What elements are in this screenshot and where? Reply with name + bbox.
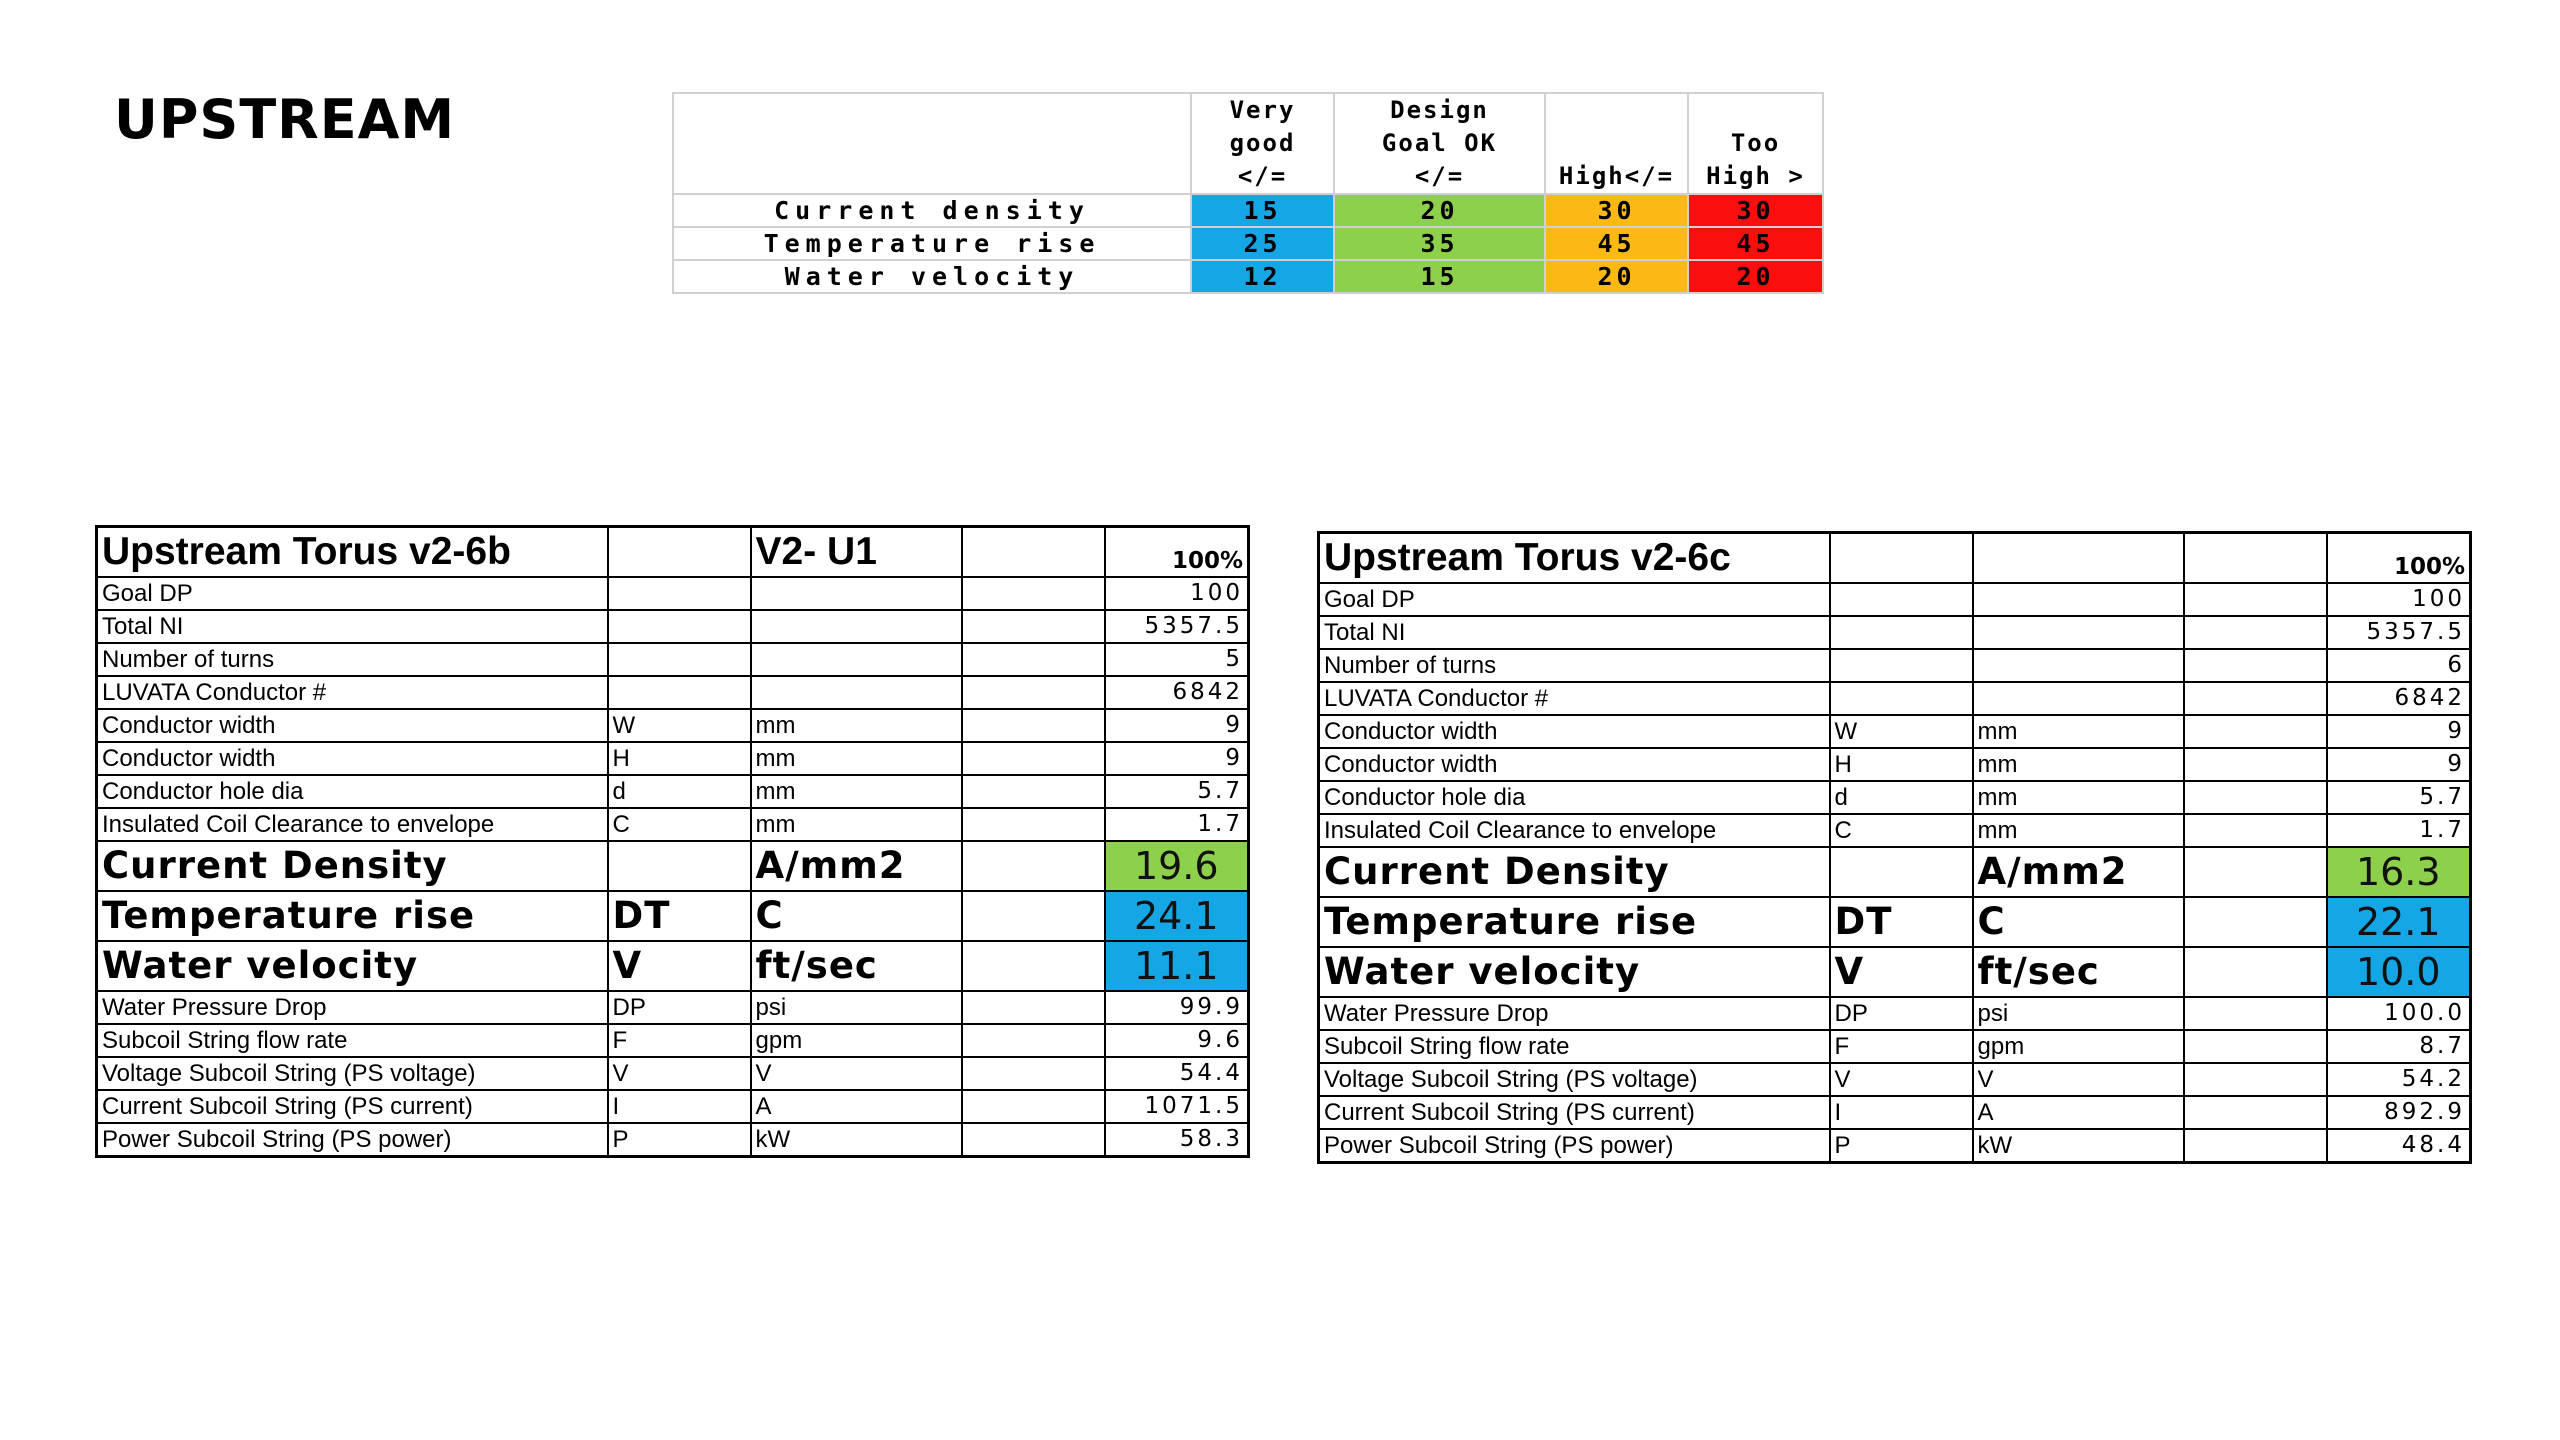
row-symbol: I [1830,1096,1973,1129]
empty-cell [962,891,1105,941]
table-title-row [1319,533,2471,584]
row-symbol: C [608,808,751,841]
legend-header-too-high: Too High > [1688,93,1823,194]
row-value: 5357.5 [2327,616,2471,649]
table-row [1319,715,2471,748]
legend-row-water-velocity [673,260,1823,293]
row-symbol: V [1830,1063,1973,1096]
legend-header-very-good: Very good </= [1191,93,1334,194]
row-unit: psi [1973,997,2184,1030]
row-label: Conductor hole dia [97,775,608,808]
row-value: 5357.5 [1105,610,1249,643]
table-row [1319,781,2471,814]
row-value: 6842 [2327,682,2471,715]
row-label: Goal DP [1319,583,1830,616]
table-title: Upstream Torus v2-6b [97,527,608,578]
empty-cell [962,1090,1105,1123]
empty-cell [2184,1063,2327,1096]
row-unit: kW [751,1123,962,1157]
row-symbol: I [608,1090,751,1123]
row-symbol [608,643,751,676]
empty-cell [2184,897,2327,947]
empty-cell [962,643,1105,676]
row-value: 9 [2327,715,2471,748]
legend-cell-very-good: 12 [1191,260,1334,293]
empty-cell [962,577,1105,610]
row-symbol: H [1830,748,1973,781]
row-value: 1.7 [2327,814,2471,847]
row-value: 892.9 [2327,1096,2471,1129]
row-label: Power Subcoil String (PS power) [97,1123,608,1157]
empty-cell [962,1024,1105,1057]
empty-cell [962,610,1105,643]
table-row [1319,847,2471,897]
row-label: Conductor width [97,709,608,742]
row-symbol [1830,616,1973,649]
row-unit: gpm [751,1024,962,1057]
row-unit: ft/sec [1973,947,2184,997]
legend-cell-too-high: 45 [1688,227,1823,260]
row-unit: psi [751,991,962,1024]
legend-header-high: High</= [1545,93,1688,194]
table-row [97,1090,1249,1123]
empty-cell [962,527,1105,578]
row-symbol: P [608,1123,751,1157]
table-row [97,891,1249,941]
row-unit [751,643,962,676]
row-label: Current Density [97,841,608,891]
row-unit: mm [1973,781,2184,814]
legend-header-blank [673,93,1191,194]
legend-cell-design-ok: 15 [1334,260,1545,293]
row-value: 9 [1105,709,1249,742]
row-unit: mm [751,709,962,742]
row-value: 100 [1105,577,1249,610]
row-value: 6842 [1105,676,1249,709]
table-percent: 100% [2327,533,2471,584]
row-unit: ft/sec [751,941,962,991]
row-symbol: V [1830,947,1973,997]
row-value: 24.1 [1105,891,1249,941]
row-unit [751,577,962,610]
empty-cell [962,742,1105,775]
table-subtitle: V2- U1 [751,527,962,578]
table-row [97,577,1249,610]
empty-cell [2184,1096,2327,1129]
row-label: Subcoil String flow rate [97,1024,608,1057]
row-value: 8.7 [2327,1030,2471,1063]
table-row [97,841,1249,891]
table-row [97,742,1249,775]
row-symbol: d [1830,781,1973,814]
table-title-row [97,527,1249,578]
row-unit: mm [1973,715,2184,748]
empty-cell [608,527,751,578]
row-symbol: F [608,1024,751,1057]
row-value: 9 [1105,742,1249,775]
legend-header-design-ok: Design Goal OK </= [1334,93,1545,194]
row-symbol: C [1830,814,1973,847]
empty-cell [2184,1129,2327,1163]
row-value: 48.4 [2327,1129,2471,1163]
empty-cell [962,941,1105,991]
table-row [97,676,1249,709]
legend-cell-high: 45 [1545,227,1688,260]
design-table-v2-6b [95,525,1250,1158]
empty-cell [2184,814,2327,847]
table-row [1319,814,2471,847]
legend-cell-very-good: 15 [1191,194,1334,227]
row-label: Water velocity [1319,947,1830,997]
table-subtitle [1973,533,2184,584]
row-symbol: DT [1830,897,1973,947]
row-label: Goal DP [97,577,608,610]
table-title: Upstream Torus v2-6c [1319,533,1830,584]
row-unit: mm [751,742,962,775]
row-label: Current Density [1319,847,1830,897]
row-symbol: V [608,1057,751,1090]
legend-header-row [673,93,1823,194]
empty-cell [2184,715,2327,748]
threshold-legend-table [672,92,1824,294]
row-unit [1973,616,2184,649]
table-row [1319,1096,2471,1129]
table-percent: 100% [1105,527,1249,578]
empty-cell [2184,847,2327,897]
row-symbol [1830,682,1973,715]
row-label: Voltage Subcoil String (PS voltage) [1319,1063,1830,1096]
row-value: 58.3 [1105,1123,1249,1157]
row-value: 1.7 [1105,808,1249,841]
row-symbol [1830,847,1973,897]
table-row [97,808,1249,841]
legend-cell-too-high: 30 [1688,194,1823,227]
table-row [97,1057,1249,1090]
row-symbol: P [1830,1129,1973,1163]
row-value: 16.3 [2327,847,2471,897]
legend-cell-design-ok: 20 [1334,194,1545,227]
row-label: Water Pressure Drop [1319,997,1830,1030]
row-value: 5 [1105,643,1249,676]
legend-row-label: Water velocity [673,260,1191,293]
row-symbol: DP [1830,997,1973,1030]
row-unit: mm [1973,814,2184,847]
row-symbol [608,841,751,891]
row-value: 10.0 [2327,947,2471,997]
row-unit: A [1973,1096,2184,1129]
row-value: 54.4 [1105,1057,1249,1090]
table-row [1319,1063,2471,1096]
row-symbol: W [608,709,751,742]
row-label: Conductor width [97,742,608,775]
table-row [1319,897,2471,947]
table-row [1319,947,2471,997]
page-title: UPSTREAM [114,88,456,151]
row-value: 5.7 [1105,775,1249,808]
table-row [97,643,1249,676]
legend-cell-very-good: 25 [1191,227,1334,260]
table-row [97,1024,1249,1057]
table-row [1319,583,2471,616]
row-value: 99.9 [1105,991,1249,1024]
empty-cell [2184,533,2327,584]
row-symbol: V [608,941,751,991]
empty-cell [962,709,1105,742]
row-symbol: DT [608,891,751,941]
legend-cell-high: 30 [1545,194,1688,227]
row-unit [1973,682,2184,715]
table-row [1319,616,2471,649]
empty-cell [2184,616,2327,649]
row-unit: A/mm2 [751,841,962,891]
row-unit: C [751,891,962,941]
row-unit: V [1973,1063,2184,1096]
table-row [97,775,1249,808]
row-label: Subcoil String flow rate [1319,1030,1830,1063]
row-unit [1973,649,2184,682]
row-value: 5.7 [2327,781,2471,814]
legend-row-current-density [673,194,1823,227]
legend-cell-too-high: 20 [1688,260,1823,293]
empty-cell [2184,682,2327,715]
row-symbol [1830,649,1973,682]
table-row [97,941,1249,991]
row-symbol [608,577,751,610]
row-value: 6 [2327,649,2471,682]
row-unit: kW [1973,1129,2184,1163]
table-row [97,1123,1249,1157]
row-symbol [608,610,751,643]
row-label: Current Subcoil String (PS current) [97,1090,608,1123]
design-table-v2-6c [1317,531,2472,1164]
empty-cell [2184,781,2327,814]
empty-cell [2184,748,2327,781]
empty-cell [962,1057,1105,1090]
row-value: 9.6 [1105,1024,1249,1057]
row-unit: V [751,1057,962,1090]
row-unit: C [1973,897,2184,947]
row-label: Conductor width [1319,748,1830,781]
row-value: 22.1 [2327,897,2471,947]
row-value: 100.0 [2327,997,2471,1030]
row-value: 100 [2327,583,2471,616]
row-value: 9 [2327,748,2471,781]
row-label: Power Subcoil String (PS power) [1319,1129,1830,1163]
row-value: 11.1 [1105,941,1249,991]
table-row [1319,1129,2471,1163]
legend-row-label: Temperature rise [673,227,1191,260]
row-unit: A [751,1090,962,1123]
row-unit [1973,583,2184,616]
table-row [1319,649,2471,682]
legend-cell-design-ok: 35 [1334,227,1545,260]
row-label: Temperature rise [1319,897,1830,947]
row-symbol [1830,583,1973,616]
empty-cell [962,676,1105,709]
row-symbol: d [608,775,751,808]
empty-cell [962,991,1105,1024]
row-label: Number of turns [97,643,608,676]
empty-cell [2184,1030,2327,1063]
empty-cell [962,808,1105,841]
row-unit: mm [751,775,962,808]
table-row [97,991,1249,1024]
row-label: Insulated Coil Clearance to envelope [97,808,608,841]
row-symbol: H [608,742,751,775]
table-row [1319,748,2471,781]
table-row [97,709,1249,742]
row-symbol: W [1830,715,1973,748]
row-unit: A/mm2 [1973,847,2184,897]
row-value: 1071.5 [1105,1090,1249,1123]
row-label: Insulated Coil Clearance to envelope [1319,814,1830,847]
row-label: Current Subcoil String (PS current) [1319,1096,1830,1129]
table-row [1319,997,2471,1030]
row-label: Conductor hole dia [1319,781,1830,814]
empty-cell [2184,649,2327,682]
row-label: Temperature rise [97,891,608,941]
empty-cell [962,841,1105,891]
row-unit: mm [751,808,962,841]
row-value: 19.6 [1105,841,1249,891]
row-symbol [608,676,751,709]
row-label: LUVATA Conductor # [97,676,608,709]
legend-row-temperature-rise [673,227,1823,260]
row-label: Conductor width [1319,715,1830,748]
empty-cell [2184,583,2327,616]
empty-cell [1830,533,1973,584]
legend-row-label: Current density [673,194,1191,227]
empty-cell [2184,997,2327,1030]
table-row [97,610,1249,643]
row-value: 54.2 [2327,1063,2471,1096]
table-row [1319,682,2471,715]
row-unit [751,610,962,643]
row-label: Total NI [97,610,608,643]
table-row [1319,1030,2471,1063]
row-label: Number of turns [1319,649,1830,682]
row-label: Water velocity [97,941,608,991]
row-label: Total NI [1319,616,1830,649]
row-unit [751,676,962,709]
empty-cell [962,1123,1105,1157]
legend-cell-high: 20 [1545,260,1688,293]
row-label: Voltage Subcoil String (PS voltage) [97,1057,608,1090]
empty-cell [962,775,1105,808]
empty-cell [2184,947,2327,997]
row-unit: mm [1973,748,2184,781]
row-symbol: DP [608,991,751,1024]
row-symbol: F [1830,1030,1973,1063]
row-label: LUVATA Conductor # [1319,682,1830,715]
row-label: Water Pressure Drop [97,991,608,1024]
row-unit: gpm [1973,1030,2184,1063]
